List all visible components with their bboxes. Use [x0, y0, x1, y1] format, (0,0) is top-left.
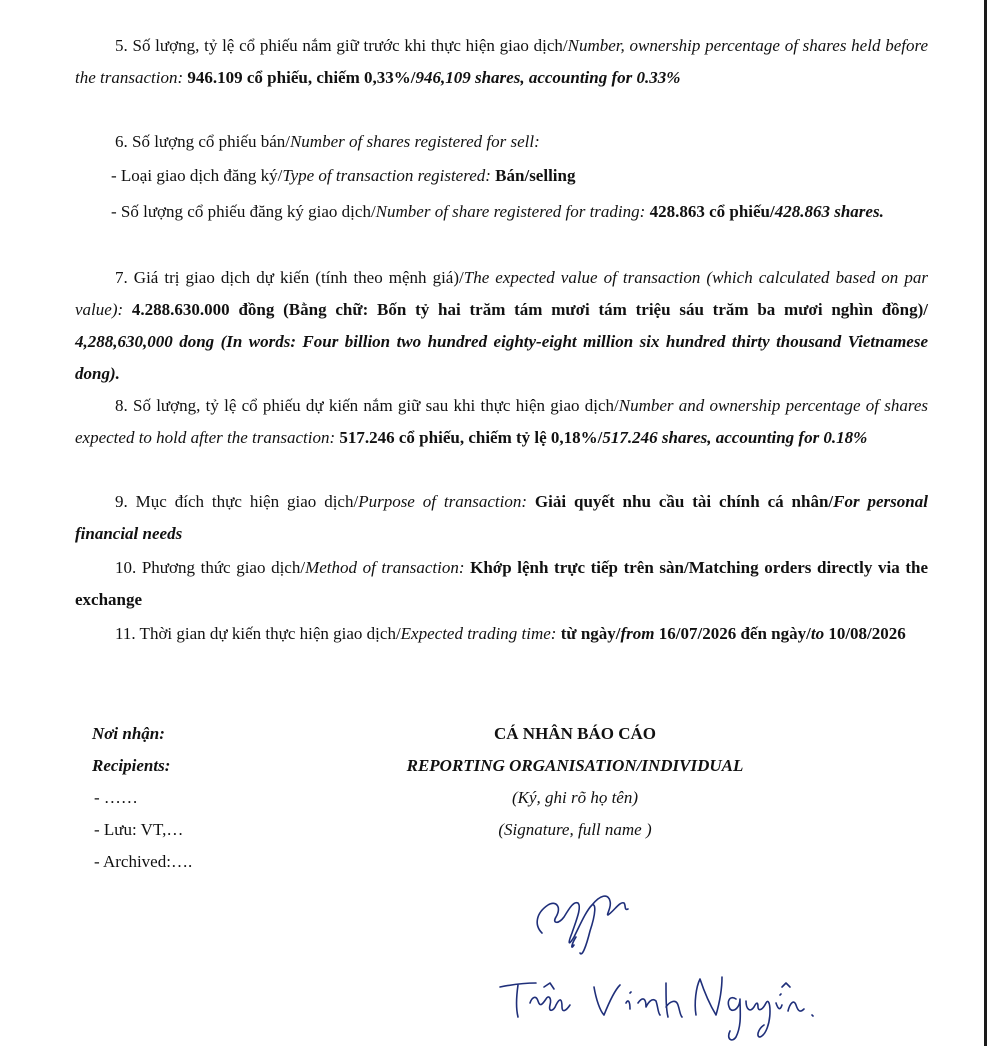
- item-5: [75, 30, 928, 94]
- item-7-label-en: The expected value of transaction (which calculated based on par value):: [75, 268, 928, 319]
- item-6b-value-vi: 428.863 cổ phiếu/: [645, 202, 775, 221]
- item-5-label-vi: 5. Số lượng, tỷ lệ cổ phiếu nắm giữ trước khi thực hiện giao dịch/: [115, 36, 568, 55]
- item-11: [75, 618, 928, 650]
- reporter-note-en: (Signature, full name ): [498, 820, 652, 839]
- reporter-block: [370, 718, 780, 846]
- item-7-label-vi: 7. Giá trị giao dịch dự kiến (tính theo mệnh giá)/: [115, 268, 464, 287]
- item-9-label-en: Purpose of transaction:: [358, 492, 528, 511]
- item-6a: [75, 160, 928, 192]
- item-10-label-vi: 10. Phương thức giao dịch/: [115, 558, 306, 577]
- item-6a-label-vi: - Loại giao dịch đăng ký/: [111, 166, 283, 185]
- item-11-value-to-en: to: [810, 624, 825, 643]
- item-5-value-vi: 946.109 cổ phiếu, chiếm 0,33%/: [183, 68, 416, 87]
- item-7-value-vi: 4.288.630.000 đồng (Bằng chữ: Bốn tỷ hai trăm tám mươi tám triệu sáu trăm ba mươi nghìn đồng)/: [123, 300, 928, 319]
- item-6b-label-vi: - Số lượng cổ phiếu đăng ký giao dịch/: [111, 202, 376, 221]
- item-10: [75, 552, 928, 616]
- item-7-value-en: 4,288,630,000 dong (In words: Four billion two hundred eighty-eight million six hundred thirty thousand Vietnamese dong).: [75, 332, 928, 383]
- item-6a-value: Bán/selling: [490, 166, 576, 185]
- recipients-line-1: - ……: [94, 788, 138, 807]
- item-10-value: Khớp lệnh trực tiếp trên sàn/Matching orders directly via the exchange: [75, 558, 928, 609]
- item-6: [75, 126, 928, 158]
- item-6-label-vi: 6. Số lượng cổ phiếu bán/: [115, 132, 290, 151]
- item-8-label-en: Number and ownership percentage of shares expected to hold after the transaction:: [75, 396, 928, 447]
- item-11-label-en: Expected trading time:: [400, 624, 557, 643]
- item-11-value-end-date: 10/08/2026: [824, 624, 906, 643]
- item-5-value-en: 946,109 shares, accounting for 0.33%: [415, 68, 681, 87]
- item-11-value-from-vi: từ ngày/: [556, 624, 621, 643]
- reporter-title-en: REPORTING ORGANISATION/INDIVIDUAL: [406, 756, 744, 775]
- item-6b: [75, 196, 928, 228]
- item-8-value-en: 517.246 shares, accounting for 0.18%: [602, 428, 868, 447]
- item-6-label-en: Number of shares registered for sell:: [289, 132, 540, 151]
- item-6b-value-en: 428.863 shares.: [774, 202, 884, 221]
- item-8-value-vi: 517.246 cổ phiếu, chiếm tỷ lệ 0,18%/: [335, 428, 603, 447]
- item-11-value-dates: 16/07/2026 đến ngày/: [654, 624, 811, 643]
- item-11-value-from-en: from: [620, 624, 655, 643]
- recipients-title-vi: Nơi nhận:: [92, 724, 165, 743]
- item-6a-label-en: Type of transaction registered:: [282, 166, 491, 185]
- handwritten-signature: [490, 875, 830, 1045]
- recipients-line-2: - Lưu: VT,…: [94, 820, 184, 839]
- item-8: [75, 390, 928, 454]
- item-9-label-vi: 9. Mục đích thực hiện giao dịch/: [115, 492, 359, 511]
- item-10-label-en: Method of transaction:: [305, 558, 465, 577]
- item-9: [75, 486, 928, 550]
- item-9-value-en: For personal financial needs: [75, 492, 928, 543]
- item-7: [75, 262, 928, 390]
- recipients-block: [92, 718, 192, 878]
- item-8-label-vi: 8. Số lượng, tỷ lệ cổ phiếu dự kiến nắm giữ sau khi thực hiện giao dịch/: [115, 396, 619, 415]
- item-11-label-vi: 11. Thời gian dự kiến thực hiện giao dịch/: [115, 624, 401, 643]
- item-9-value-vi: Giải quyết nhu cầu tài chính cá nhân/: [527, 492, 834, 511]
- recipients-title-en: Recipients:: [92, 756, 171, 775]
- recipients-line-3: - Archived:….: [94, 852, 193, 871]
- reporter-title-vi: CÁ NHÂN BÁO CÁO: [494, 724, 656, 743]
- item-6b-label-en: Number of share registered for trading:: [375, 202, 646, 221]
- reporter-note-vi: (Ký, ghi rõ họ tên): [511, 788, 639, 807]
- item-5-label-en: Number, ownership percentage of shares held before the transaction:: [75, 36, 928, 87]
